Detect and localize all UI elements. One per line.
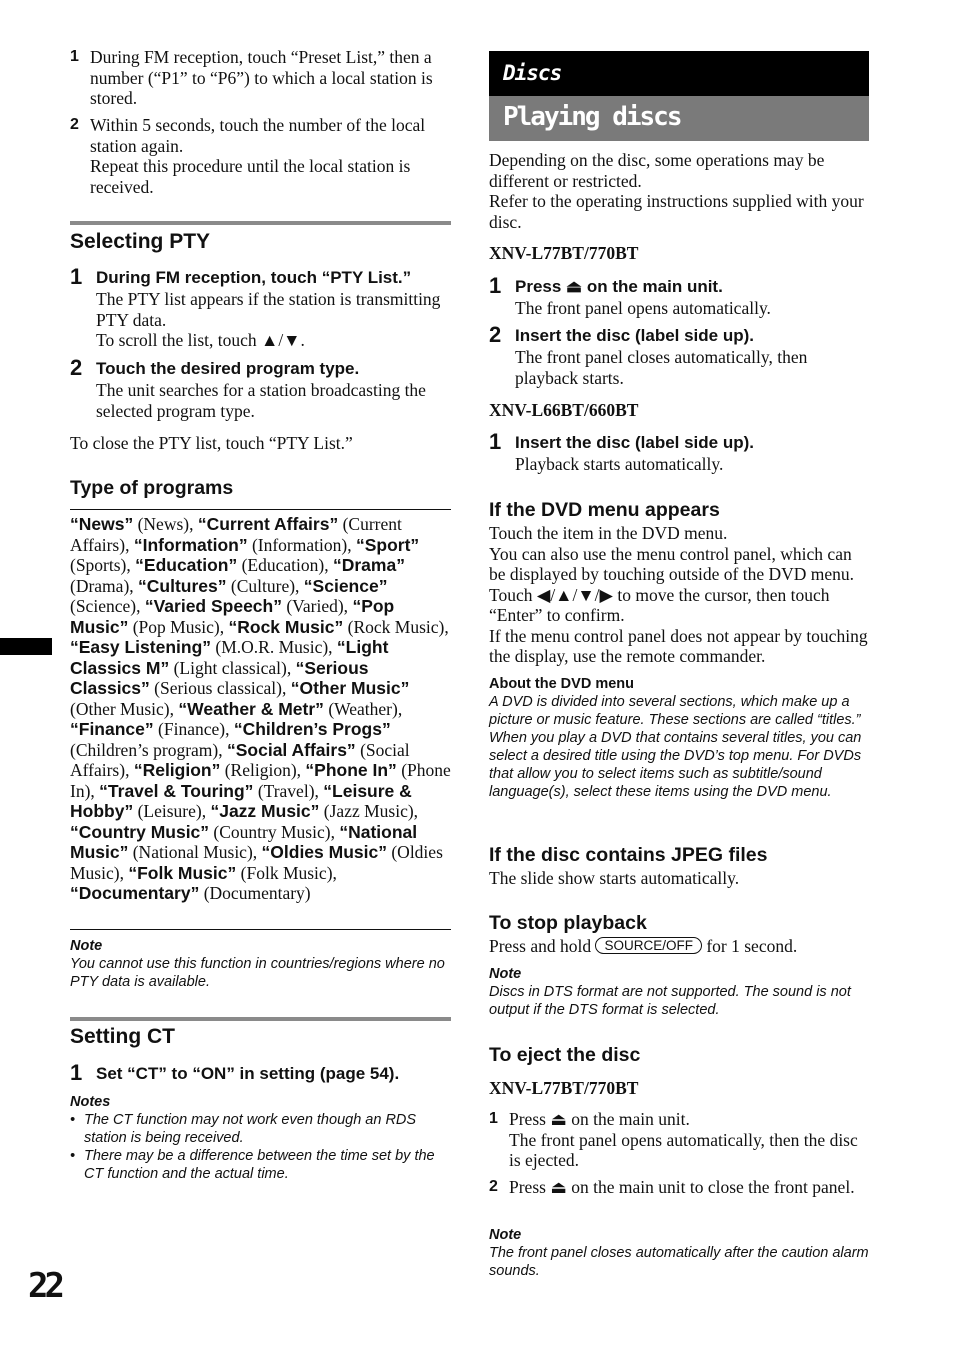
- program-type-desc: (Children’s program),: [70, 739, 227, 760]
- section-bar: [70, 221, 451, 225]
- program-type-name: “National Music”: [70, 821, 418, 862]
- program-type-desc: (M.O.R. Music),: [211, 637, 337, 657]
- program-type-desc: (Folk Music),: [236, 862, 337, 883]
- program-type-name: “Travel & Touring”: [99, 780, 254, 801]
- bullet-icon: •: [70, 1112, 76, 1128]
- note-heading: Note: [70, 938, 103, 954]
- section-label: Discs: [503, 61, 562, 85]
- program-type-desc: (Documentary): [199, 883, 311, 903]
- program-type-desc: (Information),: [247, 534, 356, 555]
- program-type-name: “News”: [70, 514, 134, 534]
- step-number: 1: [70, 1060, 83, 1085]
- notes-heading: Notes: [70, 1094, 111, 1110]
- stop-playback-heading: To stop playback: [489, 912, 647, 934]
- step-number: 1: [489, 429, 502, 454]
- program-type-desc: (Leisure),: [133, 801, 211, 821]
- intro-text-extra: Refer to the operating instructions supplied with your disc.: [489, 191, 864, 232]
- step-body-extra: To scroll the list, touch ▲/▼.: [96, 330, 305, 350]
- program-type-name: “Varied Speech”: [144, 596, 282, 616]
- program-type-name: “Cultures”: [138, 575, 227, 596]
- step-text: Press ⏏ on the main unit.: [509, 1109, 690, 1129]
- step-heading: Set “CT” to “ON” in setting (page 54).: [96, 1064, 400, 1083]
- program-type-name: “Religion”: [133, 760, 221, 780]
- step-heading: Press ⏏ on the main unit.: [515, 277, 723, 296]
- program-type-name: “Children’s Progs”: [233, 719, 391, 739]
- divider: [70, 509, 451, 510]
- jpeg-text: The slide show starts automatically.: [489, 868, 740, 888]
- step-body: The PTY list appears if the station is transmitting PTY data.: [96, 289, 441, 330]
- note-item-text: The CT function may not work even though an RDS station is being received.: [84, 1112, 417, 1146]
- step-body: The front panel opens automatically.: [515, 298, 771, 318]
- note-item-text: There may be a difference between the time set by the CT function and the actual time.: [84, 1148, 435, 1182]
- note-item: [70, 1147, 451, 1183]
- section-title: Playing discs: [503, 102, 681, 132]
- step-text-extra: Repeat this procedure until the local station is received.: [90, 156, 411, 197]
- step-body: The front panel closes automatically, then playback starts.: [515, 347, 808, 388]
- step-number: 2: [489, 1178, 498, 1195]
- program-type-desc: (Social Affairs),: [70, 739, 410, 780]
- note-text: Discs in DTS format are not supported. The sound is not output if the DTS format is selected.: [489, 984, 851, 1018]
- program-type-desc: (Sports),: [70, 555, 136, 575]
- program-type-name: “Other Music”: [290, 678, 410, 698]
- step-heading: Insert the disc (label side up).: [515, 326, 754, 345]
- program-type-desc: (Religion),: [220, 760, 306, 780]
- bullet-icon: •: [70, 1148, 76, 1164]
- step-heading: Touch the desired program type.: [96, 359, 360, 378]
- program-type-desc: (Other Music),: [70, 698, 179, 719]
- program-type-name: “Sport”: [355, 534, 420, 555]
- program-type-name: “Phone In”: [305, 760, 397, 780]
- program-type-name: “Serious Classics”: [70, 657, 369, 698]
- model-heading: XNV-L77BT/770BT: [489, 243, 639, 263]
- program-type-desc: (Drama),: [70, 575, 139, 596]
- model-heading: XNV-L66BT/660BT: [489, 400, 639, 420]
- program-type-name: “Light Classics M”: [70, 637, 389, 678]
- step-body: Playback starts automatically.: [515, 454, 724, 474]
- program-type-desc: (News),: [133, 514, 198, 534]
- note-text: The front panel closes automatically after the caution alarm sounds.: [489, 1245, 869, 1279]
- program-type-desc: (Rock Music),: [343, 616, 449, 637]
- step-text: Within 5 seconds, touch the number of the local station again.: [90, 115, 426, 156]
- dvd-menu-text: Touch the item in the DVD menu.: [489, 523, 728, 543]
- section-bar: [70, 1017, 451, 1021]
- program-type-desc: (Pop Music),: [128, 616, 229, 637]
- program-type-desc: (Country Music),: [209, 821, 340, 842]
- program-type-name: “Current Affairs”: [197, 514, 339, 534]
- program-type-name: “Jazz Music”: [210, 801, 320, 821]
- step-number: 1: [489, 273, 502, 298]
- note-text: You cannot use this function in countries/regions where no PTY data is available.: [70, 956, 445, 990]
- program-type-desc: (Travel),: [253, 780, 324, 801]
- program-type-name: “Leisure & Hobby”: [70, 780, 412, 821]
- step-number: 1: [489, 1110, 498, 1127]
- program-type-name: “Science”: [303, 575, 388, 596]
- program-type-name: “Weather & Metr”: [178, 698, 324, 719]
- close-pty-text: To close the PTY list, touch “PTY List.”: [70, 433, 353, 453]
- step-number: 1: [70, 48, 79, 65]
- about-dvd-menu-text: A DVD is divided into several sections, which make up a picture or music feature. These sections are called “titles.” When you play a DVD that contains several titles, you can select a desired title using the DVD’s top menu. For DVDs that allow you to select items such as subtitle/sound language(s), select these items using the DVD menu.: [489, 694, 862, 800]
- program-type-name: “Pop Music”: [70, 596, 395, 637]
- program-type-name: “Finance”: [70, 719, 154, 739]
- step-text-extra: The front panel opens automatically, then the disc is ejected.: [509, 1129, 858, 1170]
- program-type-list: [70, 514, 451, 904]
- step-number: 2: [489, 322, 502, 347]
- program-type-name: “Folk Music”: [128, 862, 237, 883]
- dvd-menu-heading: If the DVD menu appears: [489, 499, 720, 521]
- program-type-desc: (Jazz Music),: [319, 801, 419, 821]
- program-type-name: “Documentary”: [70, 883, 200, 903]
- about-dvd-menu-heading: About the DVD menu: [489, 676, 634, 692]
- program-type-desc: (Education),: [237, 555, 333, 575]
- jpeg-heading: If the disc contains JPEG files: [489, 844, 768, 866]
- program-type-desc: (Varied),: [281, 596, 353, 616]
- section-side-tab: [0, 638, 52, 655]
- program-type-desc: (Oldies Music),: [70, 842, 443, 883]
- step-text: During FM reception, touch “Preset List,” then a number (“P1” to “P6”) to which a local station is stored.: [90, 47, 433, 108]
- note-heading: Note: [489, 1227, 522, 1243]
- program-type-desc: (Weather),: [323, 698, 403, 719]
- page-number: 22: [28, 1266, 61, 1306]
- dvd-menu-text: If the menu control panel does not appear by touching the display, use the remote commander.: [489, 625, 868, 666]
- program-type-desc: (Science),: [70, 596, 145, 616]
- note-heading: Note: [489, 966, 522, 982]
- source-off-button-label: SOURCE/OFF: [595, 937, 702, 954]
- program-type-desc: (Culture),: [226, 575, 304, 596]
- program-type-desc: (Finance),: [153, 719, 234, 739]
- program-type-desc: (Current Affairs),: [70, 514, 402, 555]
- program-type-name: “Country Music”: [70, 821, 210, 842]
- model-heading: XNV-L77BT/770BT: [489, 1078, 639, 1098]
- dvd-menu-text: You can also use the menu control panel, which can be displayed by touching outside of the DVD menu. Touch ◀/▲/▼/▶ to move the cursor, then touch “Enter” to confirm.: [489, 543, 855, 625]
- type-of-programs-heading: Type of programs: [70, 477, 234, 499]
- program-type-desc: (Light classical),: [169, 657, 296, 678]
- note-item: [70, 1111, 451, 1147]
- section-label-banner: [489, 51, 869, 96]
- program-type-desc: (Serious classical),: [149, 678, 291, 698]
- program-type-desc: (Phone In),: [70, 760, 451, 801]
- eject-heading: To eject the disc: [489, 1044, 641, 1066]
- setting-ct-heading: Setting CT: [70, 1025, 175, 1048]
- program-type-name: “Oldies Music”: [261, 842, 387, 862]
- program-type-name: “Education”: [135, 555, 238, 575]
- section-title-banner: [489, 96, 869, 141]
- selecting-pty-heading: Selecting PTY: [70, 230, 211, 253]
- program-type-desc: (National Music),: [128, 842, 262, 862]
- stop-playback-text: Press and hold SOURCE/OFF for 1 second.: [489, 936, 798, 956]
- step-number: 1: [70, 264, 83, 289]
- program-type-name: “Drama”: [332, 555, 405, 575]
- program-type-name: “Social Affairs”: [226, 739, 356, 760]
- divider: [70, 929, 451, 930]
- step-body: The unit searches for a station broadcasting the selected program type.: [96, 380, 426, 421]
- step-heading: Insert the disc (label side up).: [515, 433, 754, 452]
- step-number: 2: [70, 116, 79, 133]
- program-type-name: “Information”: [133, 534, 248, 555]
- intro-text: Depending on the disc, some operations may be different or restricted.: [489, 150, 825, 191]
- step-heading: During FM reception, touch “PTY List.”: [96, 268, 412, 287]
- step-text: Press ⏏ on the main unit to close the front panel.: [509, 1177, 855, 1197]
- program-type-name: “Rock Music”: [228, 616, 344, 637]
- program-type-name: “Easy Listening”: [70, 637, 212, 657]
- step-number: 2: [70, 355, 83, 380]
